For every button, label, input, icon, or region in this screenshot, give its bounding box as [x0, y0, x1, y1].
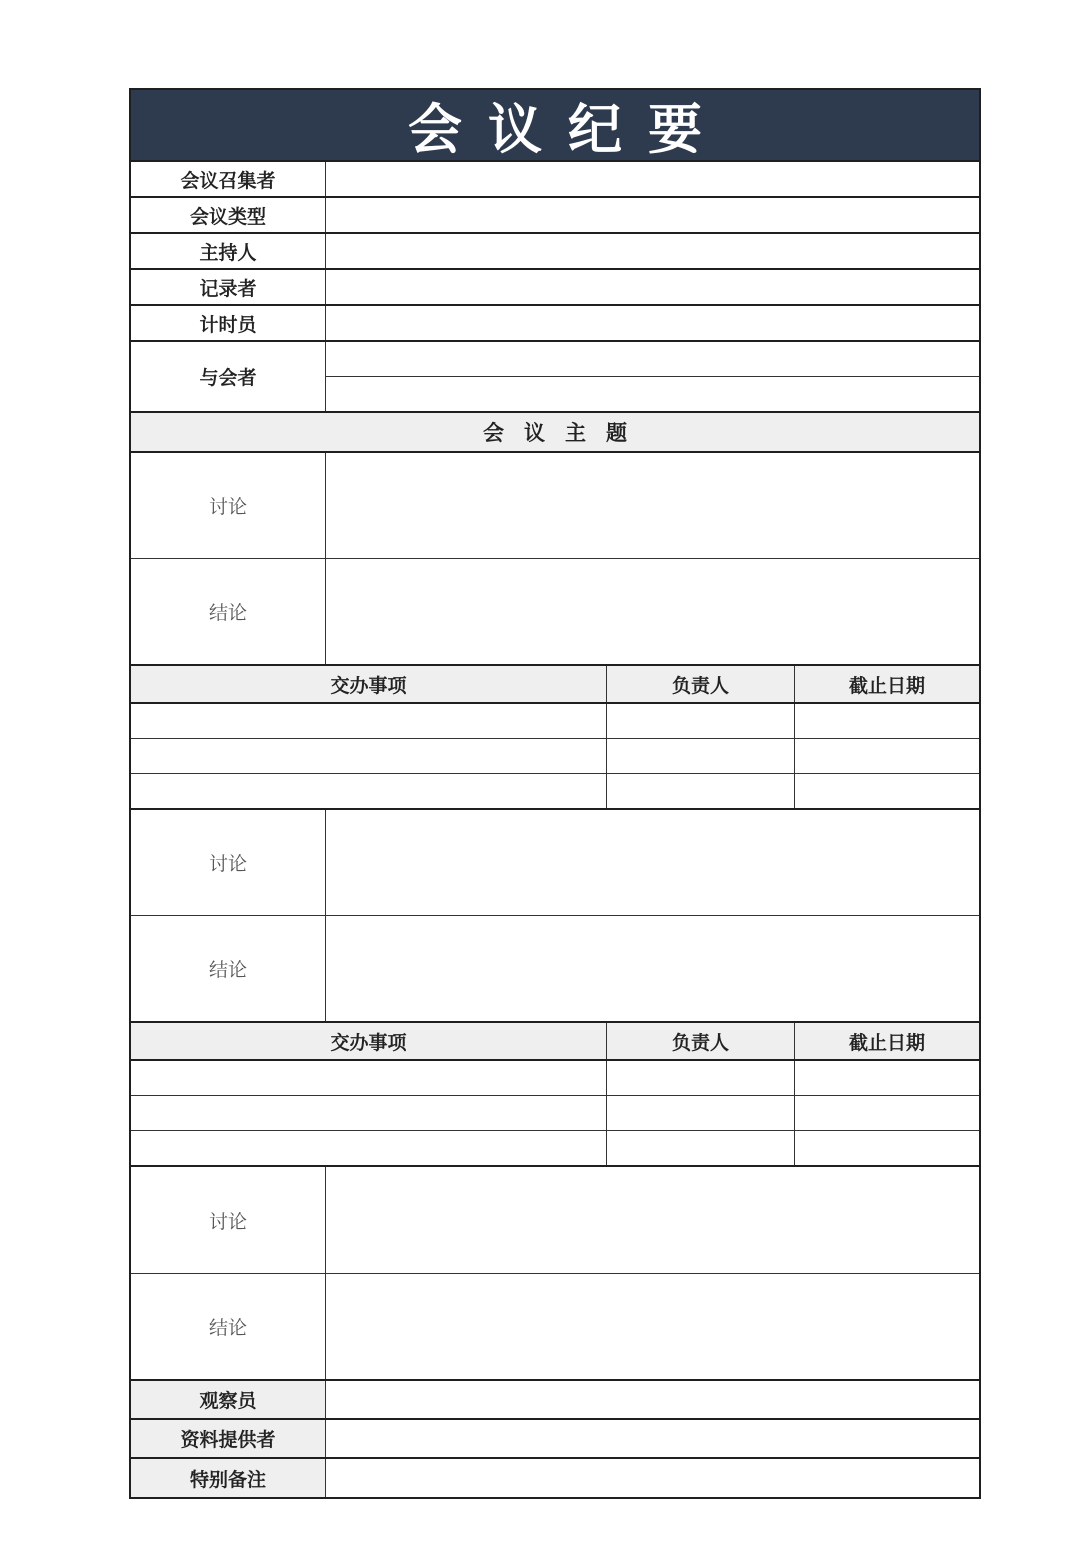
host-row: [131, 234, 979, 270]
task-row: [131, 1096, 979, 1131]
task-owner-cell[interactable]: [607, 1131, 795, 1165]
task-item-cell[interactable]: [131, 704, 607, 738]
title-row: [131, 90, 979, 162]
host-label: 主持人: [131, 234, 326, 268]
conclusion-value[interactable]: [326, 559, 979, 664]
task-owner-cell[interactable]: [607, 1096, 795, 1130]
task-item-cell[interactable]: [131, 1131, 607, 1165]
recorder-label: 记录者: [131, 270, 326, 304]
task-owner-cell[interactable]: [607, 704, 795, 738]
observer-value[interactable]: [326, 1381, 979, 1418]
task-item-cell[interactable]: [131, 774, 607, 808]
type-label: 会议类型: [131, 198, 326, 232]
task-owner-cell[interactable]: [607, 1061, 795, 1095]
task-deadline-cell[interactable]: [795, 774, 979, 808]
type-value[interactable]: [326, 198, 979, 232]
attendees-line-2[interactable]: [326, 376, 979, 411]
task-deadline-cell[interactable]: [795, 1061, 979, 1095]
conclusion-value[interactable]: [326, 916, 979, 1021]
task-item-cell[interactable]: [131, 1096, 607, 1130]
task-row: [131, 1131, 979, 1167]
topic-row: [131, 413, 979, 453]
observer-row: [131, 1381, 979, 1420]
discussion-label: 讨论: [131, 1167, 326, 1273]
timekeeper-row: [131, 306, 979, 342]
task-row: [131, 1061, 979, 1096]
discussion-row: [131, 810, 979, 916]
task-deadline-cell[interactable]: [795, 1096, 979, 1130]
conclusion-label: 结论: [131, 1274, 326, 1379]
convener-value[interactable]: [326, 162, 979, 196]
task-item-cell[interactable]: [131, 739, 607, 773]
attendees-line-1[interactable]: [326, 342, 979, 376]
discussion-label: 讨论: [131, 453, 326, 558]
discussion-value[interactable]: [326, 810, 979, 915]
task-item-header: 交办事项: [131, 666, 607, 702]
form-title: 会议纪要: [131, 90, 979, 160]
discussion-row: [131, 1167, 979, 1274]
task-item-header: 交办事项: [131, 1023, 607, 1059]
conclusion-row: [131, 559, 979, 666]
attendees-label: 与会者: [131, 342, 326, 411]
timekeeper-value[interactable]: [326, 306, 979, 340]
discussion-value[interactable]: [326, 1167, 979, 1273]
discussion-value[interactable]: [326, 453, 979, 558]
discussion-row: [131, 453, 979, 559]
task-deadline-header: 截止日期: [848, 674, 925, 697]
task-deadline-header: 截止日期: [848, 1031, 925, 1054]
host-value[interactable]: [326, 234, 979, 268]
task-header-row: [131, 1023, 979, 1061]
task-owner-cell[interactable]: [607, 739, 795, 773]
conclusion-value[interactable]: [326, 1274, 979, 1379]
meeting-minutes-form: [129, 88, 981, 1499]
task-owner-cell[interactable]: [607, 774, 795, 808]
provider-value[interactable]: [326, 1420, 979, 1457]
task-row: [131, 704, 979, 739]
observer-label: 观察员: [131, 1381, 326, 1418]
attendees-value: [326, 342, 979, 411]
attendees-row: [131, 342, 979, 413]
conclusion-row: [131, 1274, 979, 1381]
conclusion-label: 结论: [131, 559, 326, 664]
convener-row: [131, 162, 979, 198]
type-row: [131, 198, 979, 234]
provider-label: 资料提供者: [131, 1420, 326, 1457]
timekeeper-label: 计时员: [131, 306, 326, 340]
convener-label: 会议召集者: [131, 162, 326, 196]
notes-row: [131, 1459, 979, 1497]
recorder-value[interactable]: [326, 270, 979, 304]
task-row: [131, 774, 979, 810]
recorder-row: [131, 270, 979, 306]
topic-header: 会议主题: [131, 413, 979, 451]
task-header-row: [131, 666, 979, 704]
provider-row: [131, 1420, 979, 1459]
discussion-label: 讨论: [131, 810, 326, 915]
task-owner-header: 负责人: [607, 666, 795, 702]
notes-label: 特别备注: [131, 1459, 326, 1497]
task-deadline-cell[interactable]: [795, 1131, 979, 1165]
conclusion-label: 结论: [131, 916, 326, 1021]
task-item-cell[interactable]: [131, 1061, 607, 1095]
task-row: [131, 739, 979, 774]
task-deadline-cell[interactable]: [795, 739, 979, 773]
conclusion-row: [131, 916, 979, 1023]
notes-value[interactable]: [326, 1459, 979, 1497]
task-owner-header: 负责人: [607, 1023, 795, 1059]
task-deadline-cell[interactable]: [795, 704, 979, 738]
